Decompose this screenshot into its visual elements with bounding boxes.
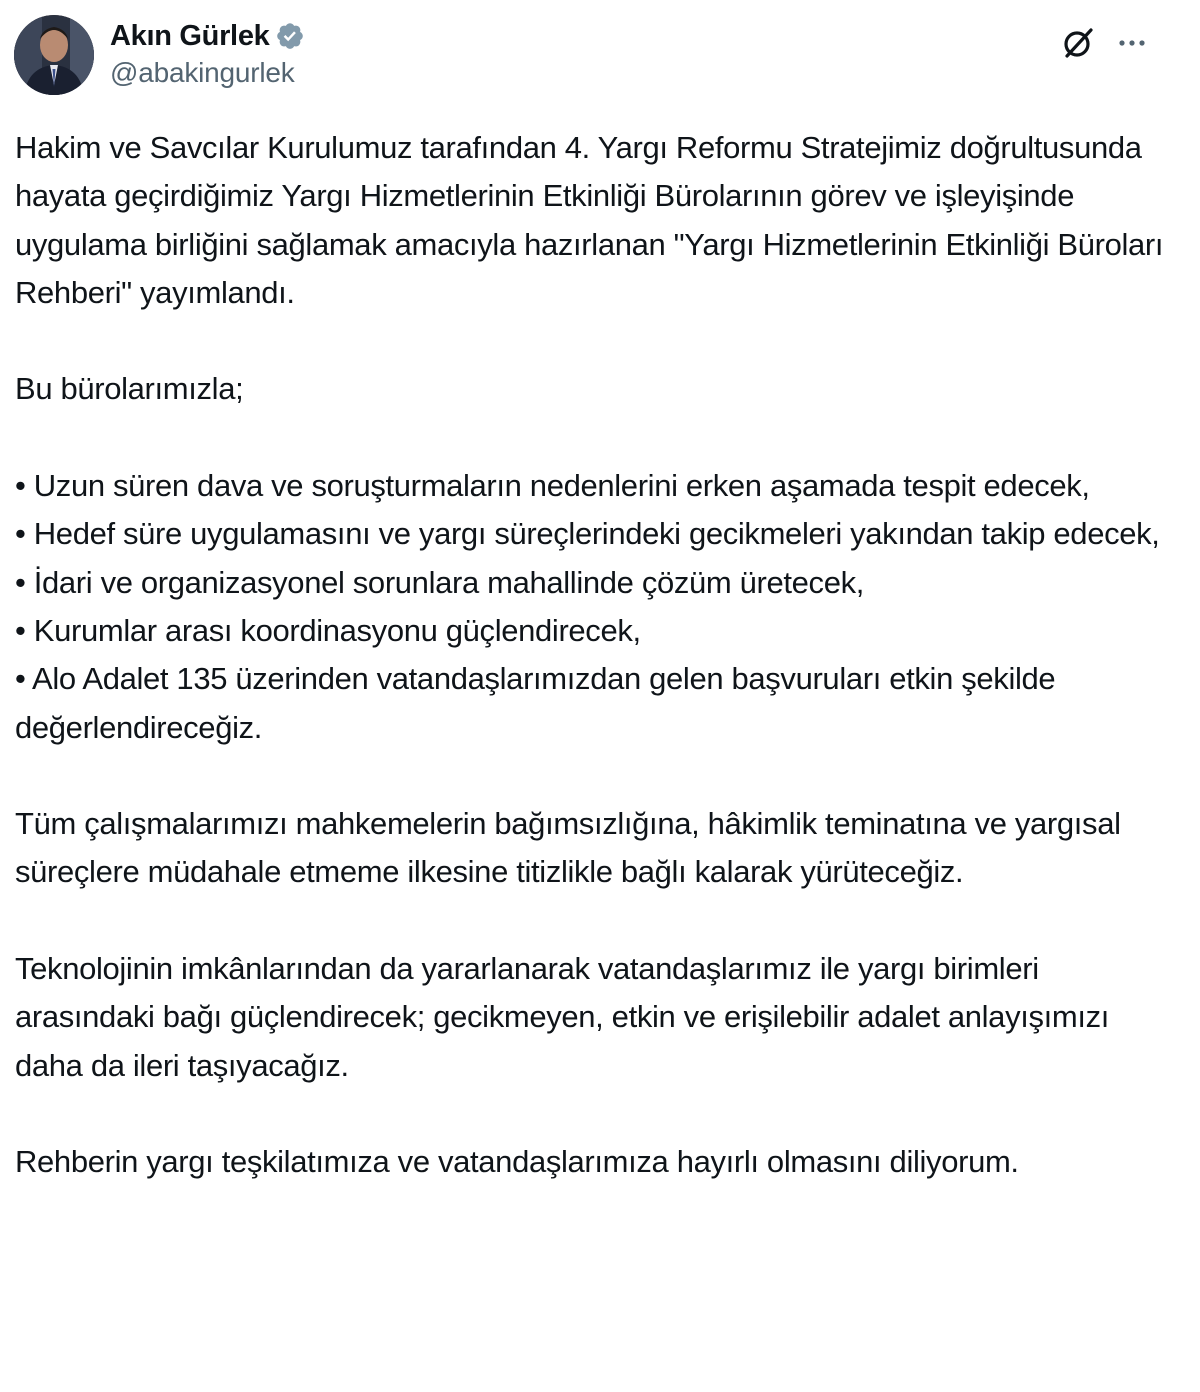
tweet-paragraph: Hakim ve Savcılar Kurulumuz tarafından 4. Yargı Reformu Stratejimiz doğrultusunda hayata geçirdiğimiz Yargı Hizmetlerinin Etkinliği Bürolarının görev ve işleyişinde uygulama birliğini sağlamak amacıyla hazırlanan "Yargı Hizmetlerinin Etkinliği Büroları Rehberi" yayımlandı. (15, 130, 1164, 310)
handle[interactable]: @abakingurlek (110, 57, 295, 88)
bullet-item: • Alo Adalet 135 üzerinden vatandaşlarımızdan gelen başvuruları etkin şekilde değerlendireceğiz. (15, 661, 1056, 745)
bullet-item: • Uzun süren dava ve soruşturmaların nedenlerini erken aşamada tespit edecek, (15, 468, 1090, 504)
tweet-header (14, 15, 1184, 97)
display-name-row (110, 17, 305, 55)
paragraph-gap (15, 1090, 1175, 1138)
tweet-paragraph: Tüm çalışmalarımızı mahkemelerin bağımsızlığına, hâkimlik teminatına ve yargısal süreçlere müdahale etmeme ilkesine titizlikle bağlı kalarak yürüteceğiz. (15, 806, 1121, 890)
paragraph-gap (15, 752, 1175, 800)
bullet-item: • İdari ve organizasyonel sorunlara mahallinde çözüm üretecek, (15, 564, 864, 600)
avatar[interactable] (14, 15, 94, 95)
tweet-paragraph: Rehberin yargı teşkilatımıza ve vatandaşlarımıza hayırlı olmasını diliyorum. (15, 1144, 1019, 1180)
more-options-icon[interactable] (1112, 23, 1152, 63)
grok-icon[interactable] (1058, 23, 1098, 63)
tweet-paragraph: Teknolojinin imkânlarından da yararlanarak vatandaşlarımız ile yargı birimleri arasındaki bağı güçlendirecek; gecikmeyen, etkin ve erişilebilir adalet anlayışımızı daha da ileri taşıyacağız. (15, 951, 1110, 1083)
author-names (110, 17, 305, 89)
bullet-item: • Hedef süre uygulamasını ve yargı süreçlerindeki gecikmeleri yakından takip edecek, (15, 516, 1160, 552)
tweet-text (15, 124, 1175, 1187)
display-name[interactable]: Akın Gürlek (110, 19, 270, 52)
verified-badge-icon (275, 21, 305, 51)
paragraph-gap (15, 897, 1175, 945)
paragraph-gap (15, 414, 1175, 462)
bullet-item: • Kurumlar arası koordinasyonu güçlendirecek, (15, 612, 641, 648)
tweet-intro: Bu bürolarımızla; (15, 371, 244, 407)
paragraph-gap (15, 317, 1175, 365)
